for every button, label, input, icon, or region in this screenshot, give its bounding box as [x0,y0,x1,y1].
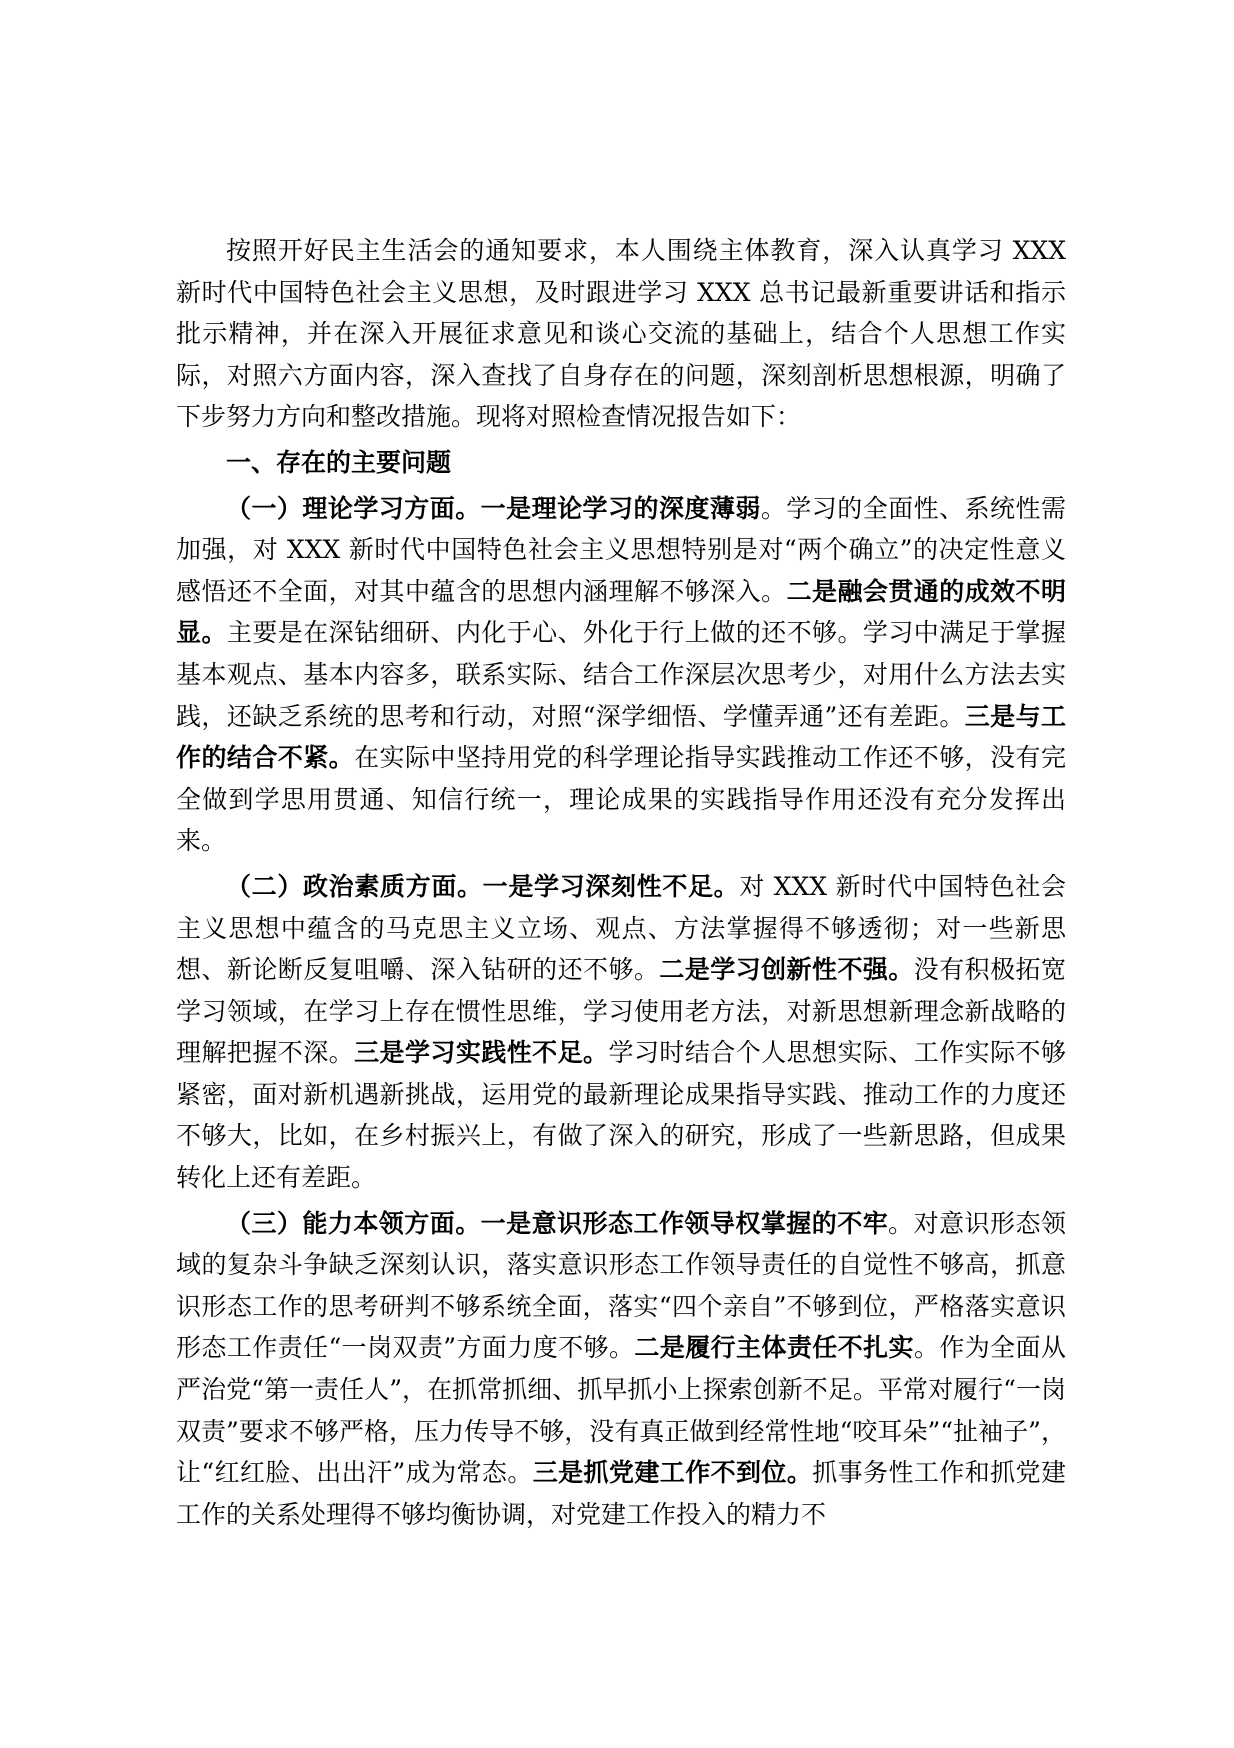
theory-study-text-3: 在实际中坚持用党的科学理论指导实践推动工作还不够，没有完全做到学思用贯通、知信行统一，理论成果的实践指导作用还没有充分发挥出来。 [176,743,1066,856]
theory-study-point-2: 二是融会贯通的成效不明显。 [176,576,1066,648]
ability-text-1: 。对意识形态领域的复杂斗争缺乏深刻认识，落实意识形态工作领导责任的自觉性不够高，抓意识形态工作的思考研判不够系统全面，落实“四个亲自”不够到位，严格落实意识形态工作责任“一岗双责”方面力度不够。 [176,1208,1066,1363]
intro-paragraph: 按照开好民主生活会的通知要求，本人围绕主体教育，深入认真学习 XXX 新时代中国特色社会主义思想，及时跟进学习 XXX 总书记最新重要讲话和指示批示精神，并在深入开展征求意见和谈心交流的基础上，结合个人思想工作实际，对照六方面内容，深入查找了自身存在的问题，深刻剖析思想根源，明确了下步努力方向和整改措施。现将对照检查情况报告如下： [176,236,1066,432]
ability-paragraph [176,1203,1066,1536]
political-quality-text-2: 没有积极拓宽学习领域，在学习上存在惯性思维，学习使用老方法，对新思想新理念新战略的理解把握不深。 [176,955,1066,1068]
political-quality-text-3: 学习时结合个人思想实际、工作实际不够紧密，面对新机遇新挑战，运用党的最新理论成果指导实践、推动工作的力度还不够大，比如，在乡村振兴上，有做了深入的研究，形成了一些新思路，但成果转化上还有差距。 [176,1038,1066,1193]
ability-text-2: 。作为全面从严治党“第一责任人”，在抓常抓细、抓早抓小上探索创新不足。平常对履行“一岗双责”要求不够严格，压力传导不够，没有真正做到经常性地“咬耳朵”“扯袖子”，让“红红脸、出出汗”成为常态。 [176,1333,1066,1488]
political-quality-paragraph [176,866,1066,1199]
theory-study-text-1: 。学习的全面性、系统性需加强，对 XXX 新时代中国特色社会主义思想特别是对“两个确立”的决定性意义感悟还不全面，对其中蕴含的思想内涵理解不够深入。 [176,493,1066,606]
political-quality-text-1: 对 XXX 新时代中国特色社会主义思想中蕴含的马克思主义立场、观点、方法掌握得不够透彻；对一些新思想、新论断反复咀嚼、深入钻研的还不够。 [176,871,1066,985]
theory-study-point-3: 三是与工作的结合不紧。 [176,701,1066,773]
political-quality-point-2: 二是学习创新性不强。 [659,955,914,985]
ability-text-3: 抓事务性工作和抓党建工作的关系处理得不够均衡协调，对党建工作投入的精力不 [176,1458,1066,1529]
ability-point-3: 三是抓党建工作不到位。 [532,1458,813,1488]
section-heading: 一、存在的主要问题 [226,447,452,477]
ability-lead: （三）能力本领方面。一是意识形态工作领导权掌握的不牢 [226,1208,889,1238]
document-body [176,230,1066,1539]
theory-study-paragraph [176,488,1066,862]
political-quality-lead: （二）政治素质方面。一是学习深刻性不足。 [226,871,740,901]
ability-point-2: 二是履行主体责任不扎实 [634,1333,914,1363]
theory-study-text-2: 主要是在深钻细研、内化于心、外化于行上做的还不够。学习中满足于掌握基本观点、基本内容多，联系实际、结合工作深层次思考少，对用什么方法去实践，还缺乏系统的思考和行动，对照“深学细悟、学懂弄通”还有差距。 [176,618,1066,731]
political-quality-point-3: 三是学习实践性不足。 [354,1038,609,1068]
theory-study-lead: （一）理论学习方面。一是理论学习的深度薄弱 [226,493,761,523]
